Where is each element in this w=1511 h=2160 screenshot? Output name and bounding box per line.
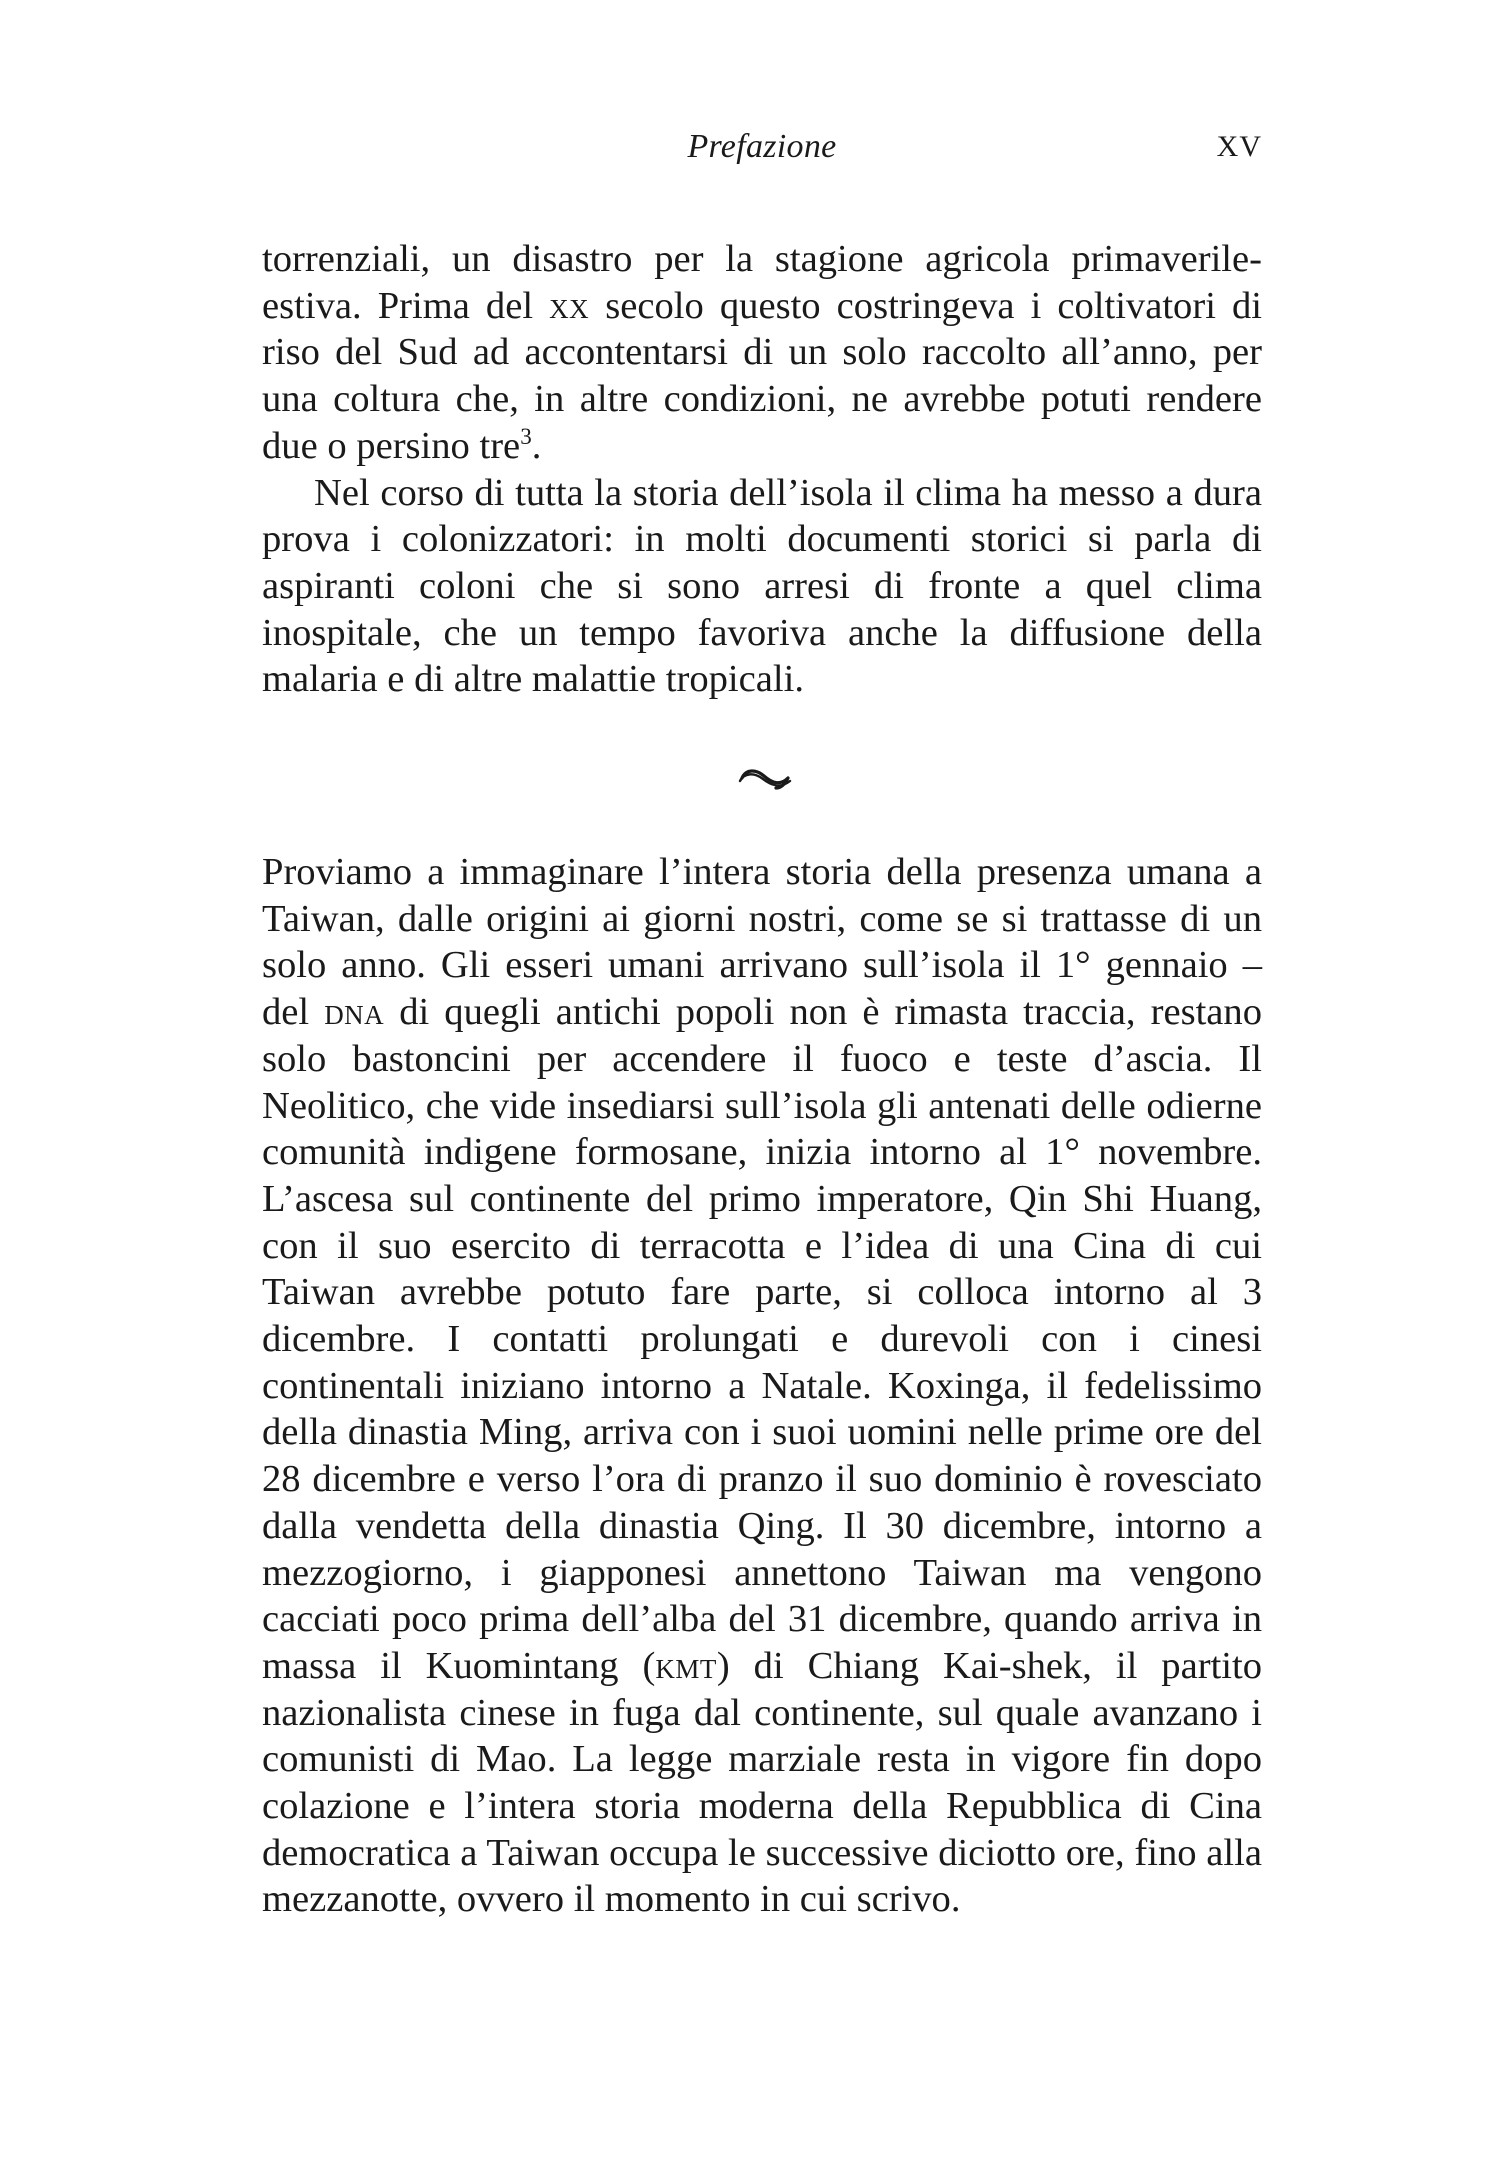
paragraph-text: di quegli antichi popoli non è rimasta traccia, restano solo bastoncini per accendere il fuoco e teste d’ascia. Il Neolitico, che vide insediarsi sull’isola gli antenati delle odierne comunità indigene formosane, inizia intorno al 1° novembre. L’ascesa sul continente del primo imperatore, Qin Shi Huang, con il suo esercito di terracotta e l’idea di una Cina di cui Taiwan avrebbe potuto fare parte, si colloca intorno al 3 dicembre. I contatti prolungati e durevoli con i cinesi continentali iniziano intorno a Natale. Koxinga, il fedelissimo della dinastia Ming, arriva con i suoi uomini nelle prime ore del 28 dicembre e verso l’ora di pranzo il suo dominio è rovesciato dalla vendetta della dinastia Qing. Il 30 dicembre, intorno a mezzogiorno, i giapponesi annettono Taiwan ma vengono cacciati poco prima dell’alba del 31 dicembre, quando arriva in massa il Kuomintang ( [262, 991, 1262, 1687]
acronym-kmt: kmt [655, 1644, 717, 1687]
acronym-dna: dna [324, 991, 385, 1034]
paragraph-continued [262, 236, 1262, 470]
paragraph-text: ) di Chiang Kai-shek, il partito nazionalista cinese in fuga dal continente, sul quale avanzano i comunisti di Mao. La legge marziale resta in vigore fin dopo colazione e l’intera storia moderna della Repubblica di Cina democratica a Taiwan occupa le successive diciotto ore, fino alla mezzanotte, ovvero il momento in cui scrivo. [262, 1644, 1263, 1921]
century-numeral: xx [549, 284, 590, 327]
paragraph [262, 849, 1262, 1923]
paragraph: Nel corso di tutta la storia dell’isola il clima ha messo a dura prova i colonizzatori: in molti documenti storici si parla di aspiranti coloni che si sono arresi di fronte a quel clima inospitale, che un tempo favoriva anche la diffusione della malaria e di altre malattie tropicali. [262, 471, 1262, 701]
paragraph-text: torrenziali, un disastro per la stagione agricola primaverile-estiva. Prima del [262, 238, 1262, 327]
swung-dash-ornament-icon [736, 766, 796, 792]
paragraph-text: Proviamo a immaginare l’intera storia della presenza umana a Taiwan, dalle origini ai giorni nostri, come se si trattasse di un solo anno. Gli esseri umani arrivano sull’isola il 1° gennaio – del [262, 851, 1262, 1034]
paragraph-text: . [531, 424, 542, 467]
paragraph-text: secolo questo costringeva i coltivatori di riso del Sud ad accontentarsi di un solo raccolto all’anno, per una coltura che, in altre condizioni, ne avrebbe potuti rendere due o persino tre [262, 284, 1263, 467]
text-block-bottom [262, 849, 1262, 1923]
footnote-reference[interactable]: 3 [520, 423, 532, 450]
text-block-top [262, 236, 1262, 703]
running-title: Prefazione [687, 128, 837, 165]
page-number: XV [1216, 130, 1262, 163]
running-head [262, 128, 1262, 178]
